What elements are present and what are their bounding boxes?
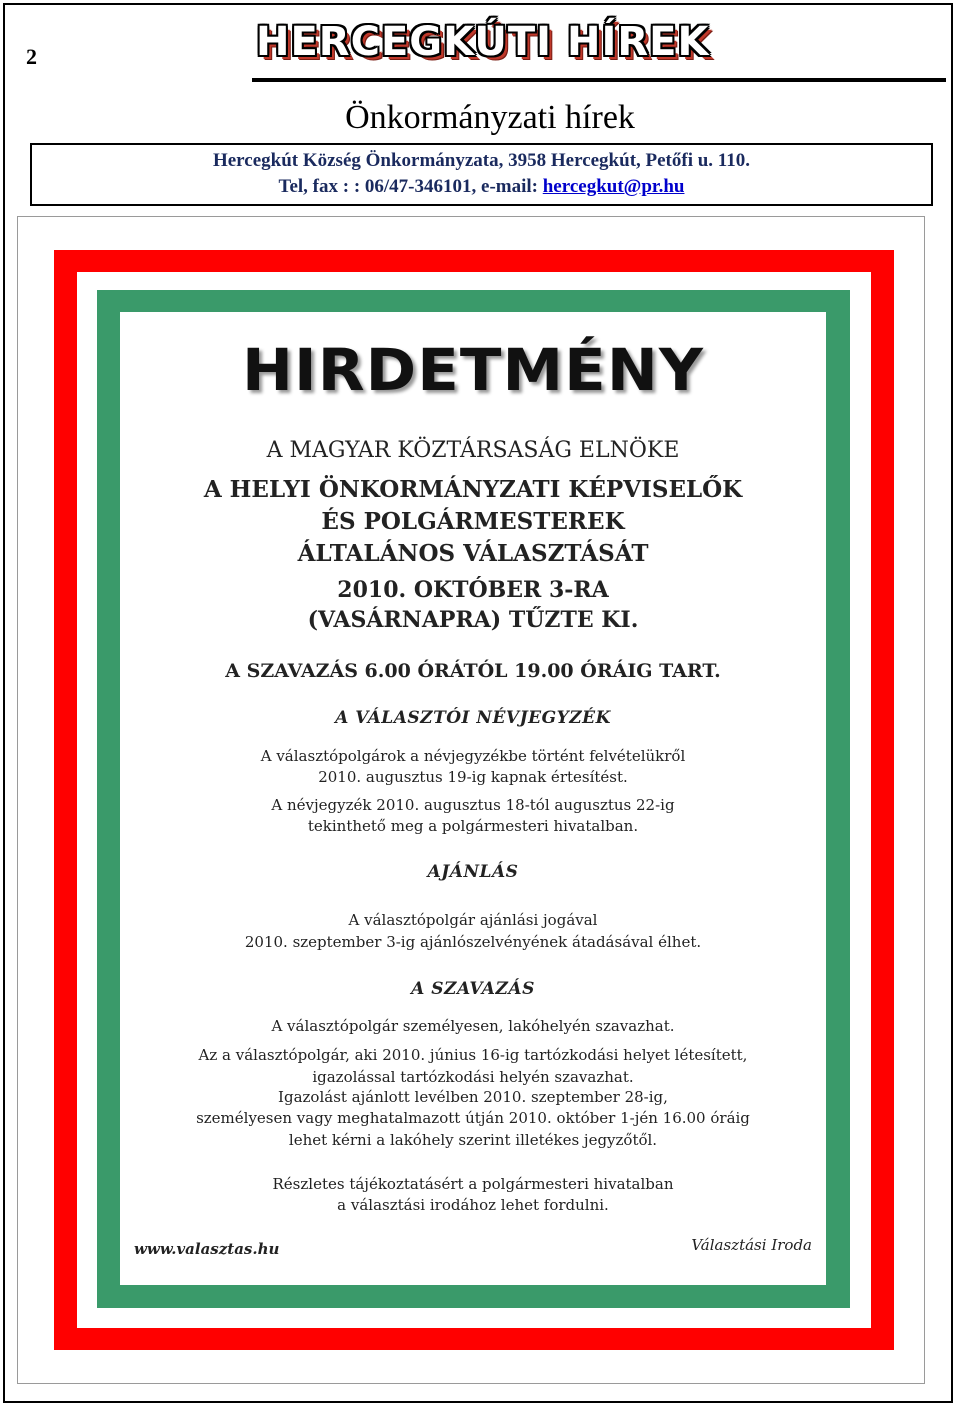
closing-line: a választási irodához lehet fordulni.	[337, 1196, 609, 1214]
body-line: A választópolgárok a névjegyzékbe történt felvételükről	[260, 747, 686, 765]
email-link[interactable]: hercegkut@pr.hu	[542, 176, 685, 197]
body-line: A névjegyzék 2010. augusztus 18-tól augusztus 22-ig	[271, 796, 675, 814]
body-line: 2010. szeptember 3-ig ajánlószelvényének átadásával élhet.	[244, 933, 702, 951]
office-signature: Választási Iroda	[691, 1236, 812, 1254]
poster-line: A MAGYAR KÖZTÁRSASÁG ELNÖKE	[266, 438, 680, 463]
page-number: 2	[26, 44, 37, 69]
closing-line: Részletes tájékoztatásért a polgármesteri hivatalban	[272, 1175, 674, 1193]
section-title: Önkormányzati hírek	[345, 99, 635, 136]
body-line: tekinthető meg a polgármesteri hivatalban.	[307, 817, 639, 835]
contact-phone: Tel, fax : : 06/47-346101, e-mail:	[278, 176, 543, 197]
poster-title: HIRDETMÉNY	[242, 336, 704, 404]
poster-line: (VASÁRNAPRA) TŰZTE KI.	[307, 607, 639, 633]
body-line: A választópolgár személyesen, lakóhelyén szavazhat.	[271, 1017, 675, 1035]
poster-line: ÉS POLGÁRMESTEREK	[321, 508, 625, 535]
contact-address: Hercegkút Község Önkormányzata, 3958 Hercegkút, Petőfi u. 110.	[212, 150, 751, 171]
heading-ajanlas: AJÁNLÁS	[427, 862, 519, 882]
masthead-rule	[252, 78, 946, 82]
contact-phone-email	[32, 174, 931, 200]
body-line: személyesen vagy meghatalmazott útján 2010. október 1-jén 16.00 óráig	[196, 1109, 750, 1127]
poster-line: A SZAVAZÁS 6.00 ÓRÁTÓL 19.00 ÓRÁIG TART.	[225, 660, 721, 682]
website-text: www.valasztas.hu	[134, 1240, 280, 1258]
poster-line: ÁLTALÁNOS VÁLASZTÁSÁT	[297, 540, 649, 567]
heading-nevjegyzek: A VÁLASZTÓI NÉVJEGYZÉK	[335, 708, 611, 728]
heading-szavazas: A SZAVAZÁS	[411, 979, 535, 999]
poster-line: 2010. OKTÓBER 3-RA	[337, 577, 609, 603]
body-line: Igazolást ajánlott levélben 2010. szeptember 28-ig,	[278, 1088, 668, 1106]
masthead-logo: HERCEGKÚTI HÍREK	[256, 19, 710, 65]
body-line: A választópolgár ajánlási jogával	[348, 911, 598, 929]
body-line: Az a választópolgár, aki 2010. június 16-ig tartózkodási helyet létesített,	[198, 1046, 748, 1064]
poster-line: A HELYI ÖNKORMÁNYZATI KÉPVISELŐK	[203, 476, 743, 503]
body-line: lehet kérni a lakóhely szerint illetékes jegyzőtől.	[288, 1131, 658, 1149]
body-line: igazolással tartózkodási helyén szavazhat.	[312, 1068, 634, 1086]
body-line: 2010. augusztus 19-ig kapnak értesítést.	[318, 768, 628, 786]
contact-box	[30, 143, 933, 206]
announcement-poster	[120, 312, 826, 1285]
